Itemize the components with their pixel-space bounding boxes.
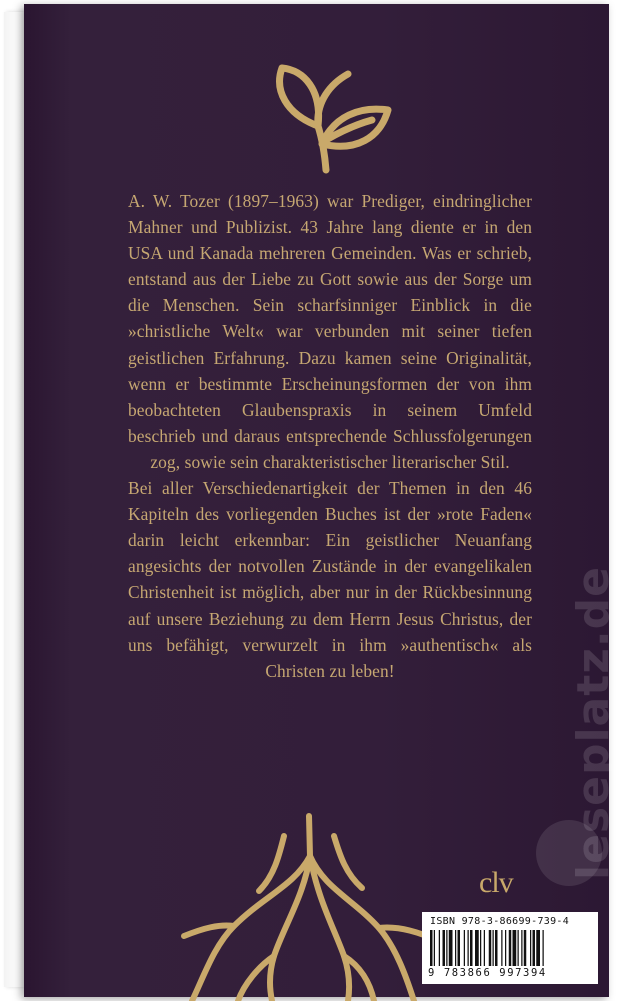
barcode-bar: [449, 930, 453, 966]
barcode-bar: [524, 930, 527, 966]
barcode-bar: [458, 930, 461, 966]
blurb-paragraph-2: Bei aller Verschiedenartigkeit der Themen in den 46 Kapiteln des vorliegenden Buches ist der »rote Faden« darin leicht erkennbar: Ein geistlicher Neuanfang angesichts der notvollen Zustände in der evangelikalen Christenheit ist möglich, aber nur in der Rückbesinnung auf unsere Beziehung zu dem Herrn Jesus Christus, der uns befähigt, verwurzelt in ihm »authentisch« als Christen zu leben!: [128, 478, 532, 681]
isbn-label: ISBN 978-3-86699-739-4: [430, 916, 570, 927]
blurb-paragraph-1: A. W. Tozer (1897–1963) war Prediger, eindringlicher Mahner und Publizist. 43 Jahre lang diente er in den USA und Kanada mehreren Gemeinden. Was er schrieb, entstand aus der Liebe zu Gott sowie aus der Sorge um die Menschen. Sein scharfsinniger Einblick in die »christliche Welt« war verbunden mit seiner tiefen geistlichen Erfahrung. Dazu kamen seine Originalität, wenn er bestimmte Erscheinungsformen der von ihm beobachteten Glaubenspraxis in seinem Umfeld beschrieb und daraus entsprechende Schlussfolgerungen zog, sowie sein charakteristischer literarischer Stil.: [128, 191, 532, 472]
barcode-bar: [484, 930, 485, 966]
barcode-bar: [464, 930, 465, 966]
barcode-bar: [505, 930, 506, 966]
barcode-bar: [434, 930, 435, 966]
barcode-bar: [489, 930, 492, 966]
barcode-bar: [475, 930, 479, 966]
barcode-bar: [455, 930, 456, 966]
barcode-bar: [530, 930, 531, 966]
barcode-bar: [470, 930, 473, 966]
roots-icon: [174, 816, 444, 1001]
barcode-bar: [446, 930, 447, 966]
watermark-book-icon: [536, 820, 602, 886]
barcode-bar: [518, 930, 519, 966]
barcode-bar: [543, 930, 544, 966]
sprout-icon: [264, 40, 394, 175]
barcode-bar: [480, 930, 481, 966]
isbn-barcode: [422, 912, 598, 984]
blurb-text: [128, 188, 532, 684]
barcode-bar: [439, 930, 440, 966]
barcode-digits: 9 783866 997394: [428, 967, 547, 979]
barcode-bar: [513, 930, 517, 966]
barcode-bar: [521, 930, 522, 966]
barcode-bar: [493, 930, 494, 966]
barcode-bar: [430, 930, 433, 966]
barcode-bar: [509, 930, 512, 966]
barcode-bars: [430, 930, 590, 966]
barcode-bar: [495, 930, 498, 966]
barcode-bar: [536, 930, 540, 966]
barcode-bar: [443, 930, 446, 966]
barcode-bar: [533, 930, 536, 966]
book-back-cover: [24, 4, 609, 997]
barcode-bar: [468, 930, 469, 966]
barcode-bar: [501, 930, 502, 966]
publisher-logo: clv: [479, 866, 513, 899]
